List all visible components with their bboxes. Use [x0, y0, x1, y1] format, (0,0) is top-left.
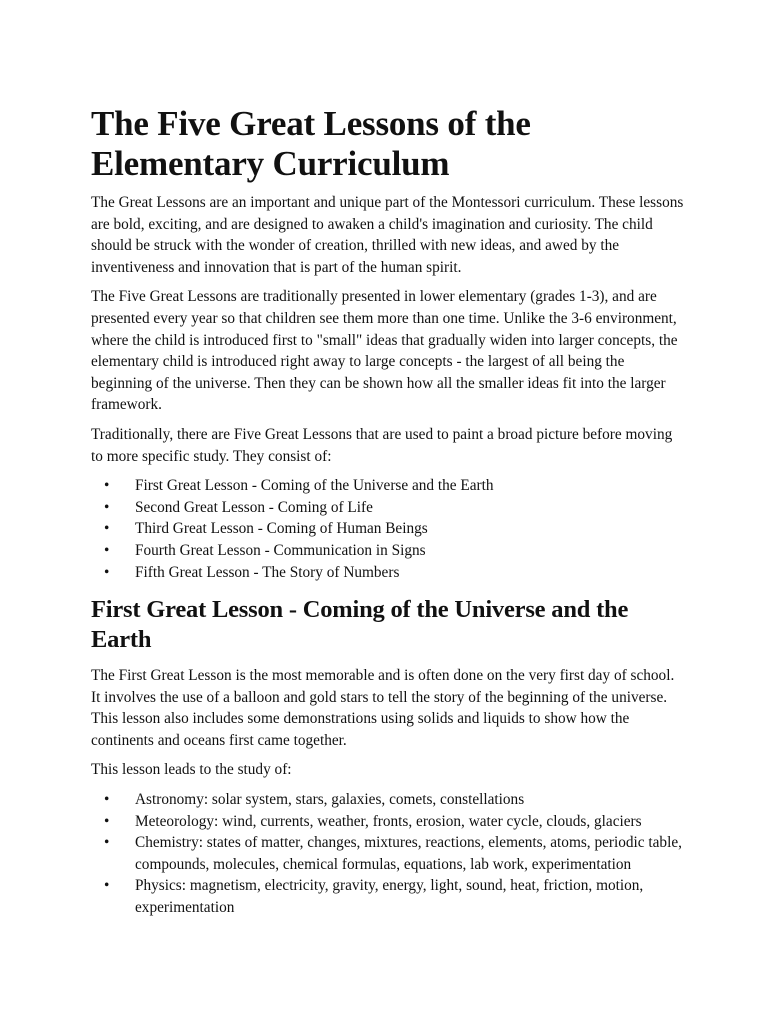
list-item-text: Fourth Great Lesson - Communication in Signs [135, 541, 426, 559]
list-item-text: Fifth Great Lesson - The Story of Numbers [135, 563, 400, 581]
bullet-icon: • [104, 477, 110, 495]
intro-paragraph: The Great Lessons are an important and unique part of the Montessori curriculum. These lessons are bold, exciting, and are designed to awaken a child's imagination and curiosity. The child should be struck with the wonder of creation, thrilled with new ideas, and awed by the inventiveness and innovation that is part of the human spirit. [91, 194, 684, 276]
great-lessons-list [91, 475, 684, 583]
intro-paragraph: Traditionally, there are Five Great Lessons that are used to paint a broad picture before moving to more specific study. They consist of: [91, 425, 673, 465]
list-item [91, 875, 684, 918]
list-item-text: First Great Lesson - Coming of the Universe and the Earth [135, 477, 494, 495]
section-heading: First Great Lesson - Coming of the Universe and the Earth [91, 596, 629, 654]
bullet-icon: • [104, 877, 110, 895]
list-item-text: Third Great Lesson - Coming of Human Beings [135, 520, 428, 538]
list-item-text: Astronomy: solar system, stars, galaxies, comets, constellations [135, 791, 525, 809]
list-item [91, 540, 684, 562]
bullet-icon: • [104, 520, 110, 538]
list-item-text: Chemistry: states of matter, changes, mixtures, reactions, elements, atoms, periodic table, compounds, molecules, chemical formulas, equations, lab work, experimentation [135, 834, 682, 873]
intro-paragraph: The Five Great Lessons are traditionally presented in lower elementary (grades 1-3), and are presented every year so that children see them more than one time. Unlike the 3-6 environment, where the child is introduced first to "small" ideas that gradually widen into larger concepts, the elementary child is introduced right away to large concepts - the largest of all being the beginning of the universe. Then they can be shown how all the smaller ideas fit into the larger framework. [91, 288, 678, 414]
bullet-icon: • [104, 812, 110, 830]
section-paragraph: This lesson leads to the study of: [91, 761, 292, 779]
list-item [91, 497, 684, 519]
list-item-text: Second Great Lesson - Coming of Life [135, 498, 373, 516]
list-item [91, 832, 684, 875]
bullet-icon: • [104, 498, 110, 516]
list-item-text: Physics: magnetism, electricity, gravity, energy, light, sound, heat, friction, motion, experimentation [135, 877, 644, 917]
list-item [91, 811, 684, 833]
list-item [91, 789, 684, 811]
study-topics-list [91, 789, 684, 919]
list-item [91, 518, 684, 540]
list-item [91, 562, 684, 584]
page-title: The Five Great Lessons of the Elementary Curriculum [91, 104, 531, 183]
bullet-icon: • [104, 791, 110, 809]
bullet-icon: • [104, 834, 110, 852]
section-paragraph: The First Great Lesson is the most memorable and is often done on the very first day of school. It involves the use of a balloon and gold stars to tell the story of the beginning of the universe. This lesson also includes some demonstrations using solids and liquids to show how the continents and oceans first came together. [91, 667, 675, 749]
bullet-icon: • [104, 563, 110, 581]
bullet-icon: • [104, 541, 110, 559]
list-item-text: Meteorology: wind, currents, weather, fronts, erosion, water cycle, clouds, glaciers [135, 812, 642, 830]
list-item [91, 475, 684, 497]
